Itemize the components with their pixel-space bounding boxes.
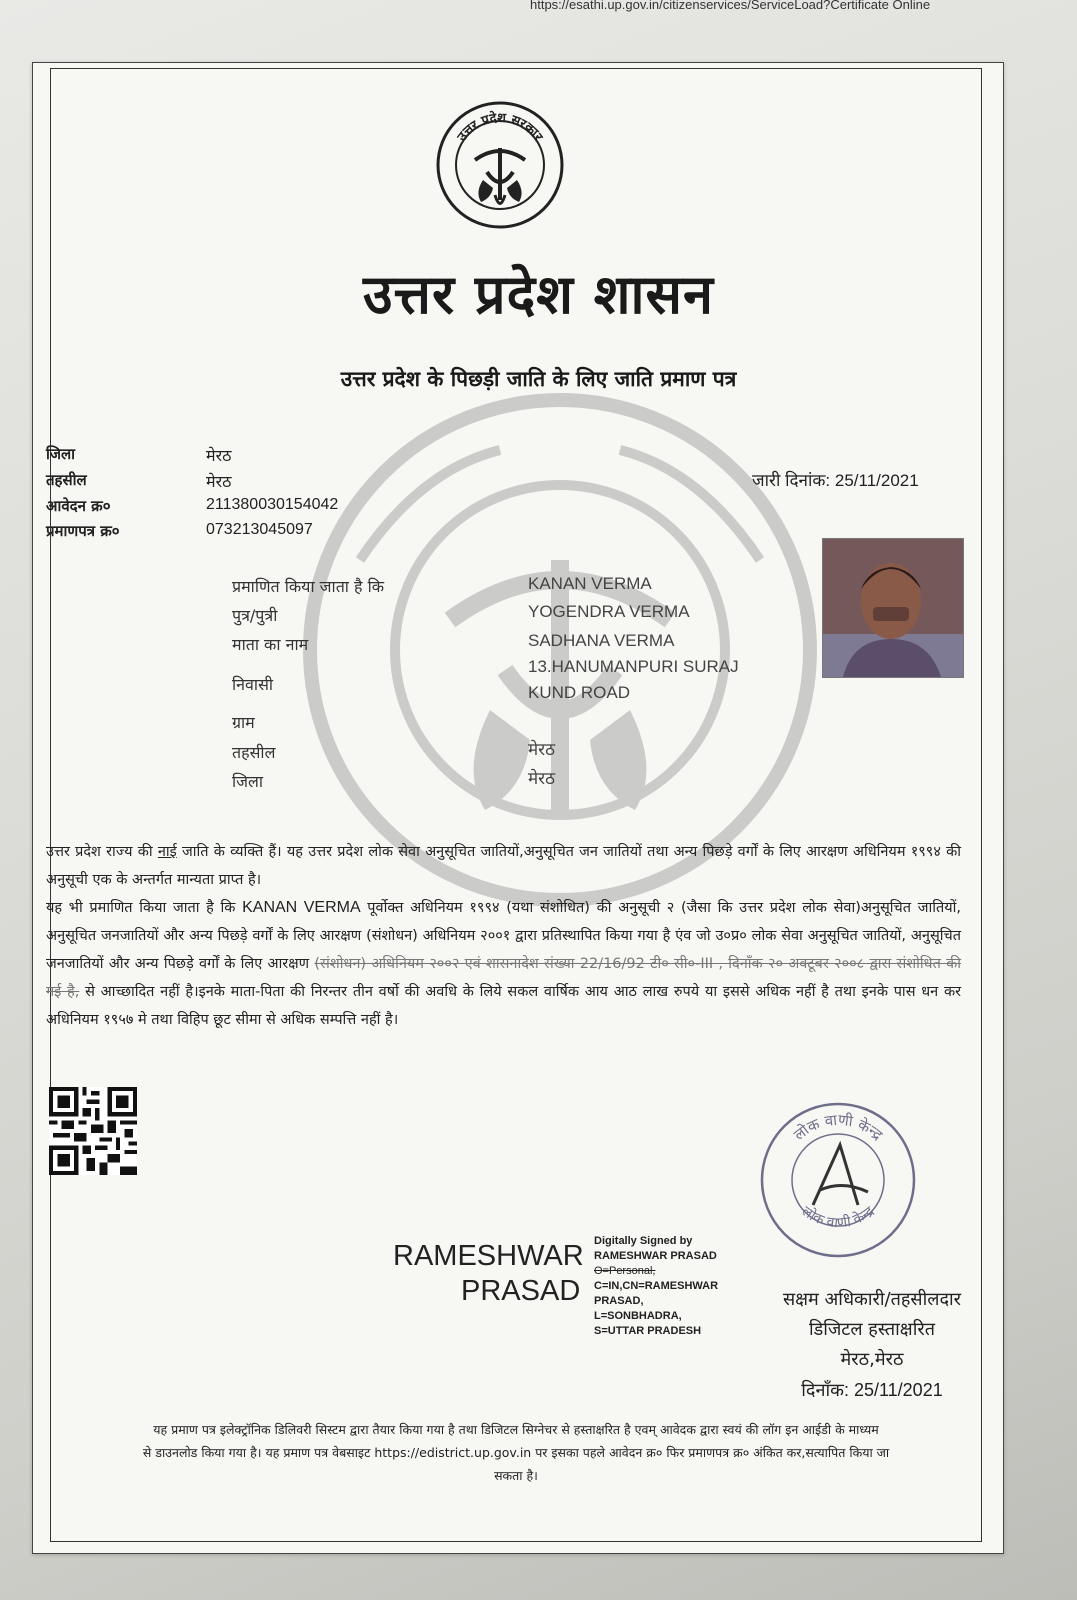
label-village: ग्राम <box>232 713 255 732</box>
signer-name-line1: RAMESHWAR <box>393 1240 584 1272</box>
body-paragraph-2 <box>46 894 961 1034</box>
body-text: जाति के व्यक्ति हैं। यह उत्तर प्रदेश लोक सेवा अनुसूचित जातियों,अनुसूचित जन जातियों तथा अन्य पिछड़े वर्गों के लिए आरक्षण अधिनियम १९९४ की अनुसूची एक के अन्तर्गत मान्यता प्राप्त है। <box>46 844 961 888</box>
body-text: यह भी प्रमाणित किया जाता है कि <box>46 900 243 916</box>
svg-text:उत्तर प्रदेश सरकार <box>454 110 546 145</box>
svg-text:लोक वाणी केन्द्र <box>790 1111 887 1145</box>
meta-value-application-no: 211380030154042 <box>206 496 339 513</box>
label-tehsil: तहसील <box>232 743 276 762</box>
svg-text:लोक वाणी केन्द्र <box>799 1203 878 1232</box>
digital-signature-details <box>594 1234 718 1339</box>
emblem-text: उत्तर प्रदेश सरकार <box>454 110 546 145</box>
label-district: जिला <box>232 772 264 791</box>
officer-signature-type: डिजिटल हस्ताक्षरित <box>809 1319 935 1340</box>
certificate-body <box>46 838 961 1034</box>
digital-sign-line: S=UTTAR PRADESH <box>594 1325 702 1337</box>
caste-name: नाई <box>157 844 177 860</box>
officer-date: दिनाँक: 25/11/2021 <box>801 1380 943 1400</box>
signer-name-line2: PRASAD <box>461 1275 581 1307</box>
digital-sign-line: C=IN,CN=RAMESHWAR <box>594 1280 719 1292</box>
digital-sign-line: L=SONBHADRA, <box>594 1310 682 1322</box>
seal-text-bottom: लोक वाणी केन्द्र <box>798 1203 878 1232</box>
state-emblem-icon <box>435 100 565 230</box>
digital-sign-line: Digitally Signed by <box>594 1235 693 1247</box>
label-certified: प्रमाणित किया जाता है कि <box>232 577 385 596</box>
meta-value-certificate-no: 073213045097 <box>206 521 313 538</box>
footer-line: से डाउनलोड किया गया है। यह प्रमाण पत्र वेबसाइट https://edistrict.up.gov.in पर इसका पहले आवेदन क्र० फिर प्रमाणपत्र क्र० अंकित कर,सत्यापित किया जा <box>142 1445 890 1460</box>
value-tehsil: मेरठ <box>528 740 555 759</box>
meta-value-tehsil: मेरठ <box>206 474 232 491</box>
officer-location: मेरठ,मेरठ <box>840 1349 904 1370</box>
label-child-of: पुत्र/पुत्री <box>232 606 278 625</box>
meta-label-certificate-no: प्रमाणपत्र क्र० <box>46 522 120 540</box>
footer-line: यह प्रमाण पत्र इलेक्ट्रॉनिक डिलिवरी सिस्टम द्वारा तैयार किया गया है तथा डिजिटल सिग्नेचर से हस्ताक्षरित है एवम् आवेदक द्वारा स्वयं की लॉग इन आईडी के माध्यम <box>153 1422 879 1437</box>
value-mother-name: SADHANA VERMA <box>528 631 675 650</box>
body-text: पूर्वोक्त अधिनियम १९९४ (यथा संशोधित) की अनुसूची २ (जैसा कि उत्तर प्रदेश लोक सेवा)अनुसूचित जातियों, अनुसूचित जनजातियों और अन्य पिछड़े वर्गों के लिए आरक्षण (संशोधन) अधिनियम २००१ द्वारा प्रतिस्थापित किया गया है एंव जो उ०प्र० लोक सेवा अनुसूचित जातियों, अनुसूचित जनजातियों और अन्य पिछड़े वर्गों के लिए आरक्षण <box>46 900 962 972</box>
body-text: उत्तर प्रदेश राज्य की <box>46 844 158 860</box>
issue-date: जारी दिनांक: 25/11/2021 <box>752 471 919 490</box>
certificate-footer <box>50 1418 982 1487</box>
label-mother: माता का नाम <box>232 635 309 654</box>
label-resident: निवासी <box>232 675 274 694</box>
page-title: उत्तर प्रदेश शासन <box>363 262 714 326</box>
footer-line: सकता है। <box>494 1468 538 1483</box>
value-father-name: YOGENDRA VERMA <box>528 602 690 621</box>
value-address-line2: KUND ROAD <box>528 683 631 702</box>
officer-block <box>752 1285 992 1405</box>
seal-text-top: लोक वाणी केन्द्र <box>790 1110 887 1145</box>
digital-sign-line: RAMESHWAR PRASAD <box>594 1250 717 1262</box>
body-text: से आच्छादित नहीं है।इनके माता-पिता की निरन्तर तीन वर्षो की अवधि के लिये सकल वार्षिक आय आठ लाख रुपये या इससे अधिक नहीं है तथा इनके पास धन कर अधिनियम १९५७ मे तथा विहिप छूट सीमा से अधिक सम्पत्ति नहीं है। <box>46 984 962 1028</box>
body-paragraph-1 <box>46 838 961 894</box>
certificate-subtitle: उत्तर प्रदेश के पिछड़ी जाति के लिए जाति प्रमाण पत्र <box>340 367 737 391</box>
official-seal-icon <box>758 1100 918 1260</box>
person-photo-icon <box>823 539 963 677</box>
value-address-line1: 13.HANUMANPURI SURAJ <box>528 657 739 676</box>
qr-code-icon <box>48 1087 138 1175</box>
applicant-photo <box>822 538 964 678</box>
applicant-name-inline: KANAN VERMA <box>242 899 361 916</box>
officer-designation: सक्षम अधिकारी/तहसीलदार <box>782 1289 962 1310</box>
digital-sign-line: PRASAD, <box>594 1295 644 1307</box>
meta-label-district: जिला <box>46 445 76 463</box>
digital-sign-line: O=Personal, <box>594 1265 656 1277</box>
value-district: मेरठ <box>528 769 555 788</box>
value-certified-name: KANAN VERMA <box>528 574 652 593</box>
browser-url: https://esathi.up.gov.in/citizenservices/ServiceLoad?Certificate Online <box>530 0 931 12</box>
struck-text: (संशोधन) अधिनियम २००२ एवं शासनादेश संख्या 22/16/92 टी० सी०-III , दिनाँक २० अक्टूबर २००८ द्वारा संशोधित की गई है, <box>46 956 961 1000</box>
meta-label-application-no: आवेदन क्र० <box>46 497 111 515</box>
meta-value-district: मेरठ <box>206 448 232 465</box>
meta-label-tehsil: तहसील <box>46 471 87 489</box>
